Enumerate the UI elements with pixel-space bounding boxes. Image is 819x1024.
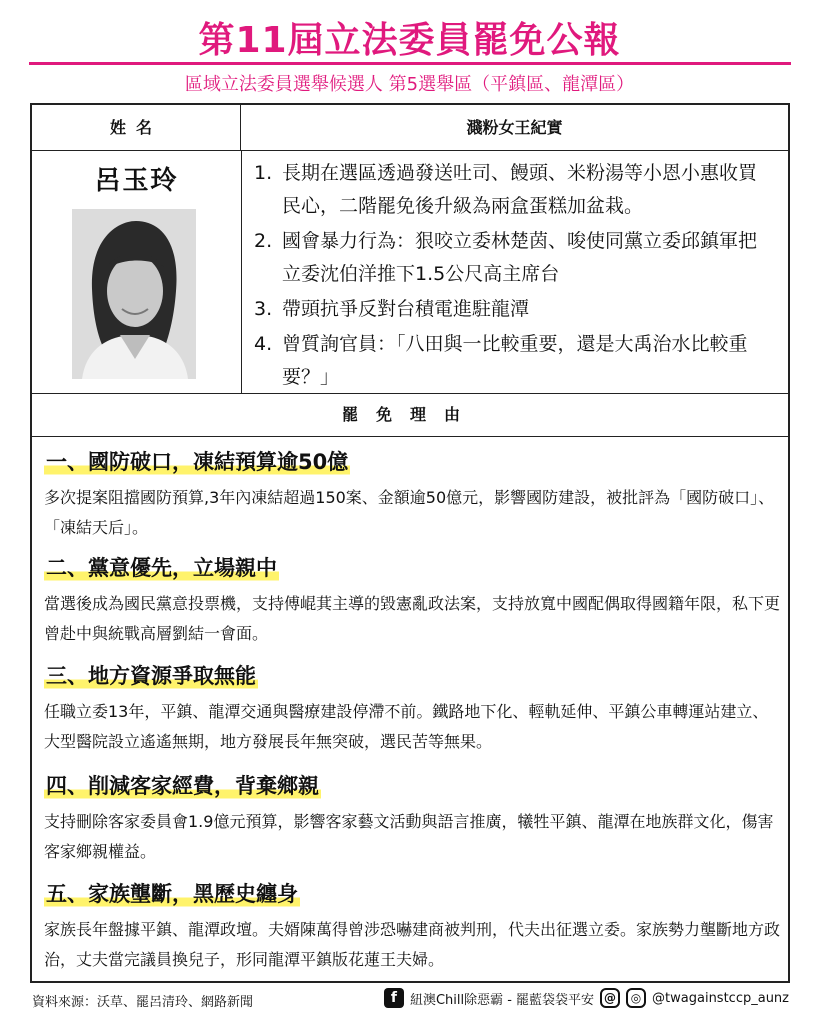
table-divider	[32, 150, 788, 151]
reason-section	[44, 771, 780, 867]
reason-body: 家族長年盤據平鎮、龍潭政壇。夫婿陳萬得曾涉恐嚇建商被判刑，代夫出征選立委。家族勢力壟斷地方政治，丈夫當完議員換兒子，形同龍潭平鎮版花蓮王夫婦。	[44, 920, 781, 969]
threads-icon: @	[600, 988, 620, 1008]
table-divider	[32, 436, 788, 437]
reason-body: 多次提案阻擋國防預算,3年內凍結超過150案、金額逾50億元，影響國防建設，被批評為「國防破口」、「凍結天后」。	[44, 488, 775, 537]
page-subtitle: 區域立法委員選舉候選人 第5選舉區（平鎮區、龍潭區）	[184, 74, 635, 95]
name-column-header: 姓名	[32, 105, 241, 150]
list-item: 3. 帶頭抗爭反對台積電進駐龍潭	[254, 298, 530, 320]
reason-section	[44, 553, 780, 649]
social-credits	[384, 988, 789, 1008]
candidate-name: 呂玉玲	[94, 166, 179, 196]
record-text: 長期在選區透過發送吐司、饅頭、米粉湯等小恩小惠收買民心，二階罷免後升級為兩盒蛋糕加盆栽。	[282, 162, 758, 217]
record-text: 帶頭抗爭反對台積電進駐龍潭	[282, 298, 530, 320]
reason-title: 三、地方資源爭取無能	[44, 661, 258, 691]
reasons-header: 罷免理由	[341, 405, 478, 424]
reason-title: 五、家族壟斷，黑歷史纏身	[44, 879, 300, 909]
reason-section	[44, 879, 780, 975]
social-handle: @twagainstccp_aunz	[652, 990, 789, 1006]
reason-body: 任職立委13年，平鎮、龍潭交通與醫療建設停滯不前。鐵路地下化、輕軌延伸、平鎮公車轉運站建立、大型醫院設立遙遙無期，地方發展長年無突破，選民苦等無果。	[44, 702, 769, 751]
record-text: 曾質詢官員：「八田與一比較重要，還是大禹治水比較重要？」	[282, 333, 748, 388]
reason-title: 二、黨意優先，立場親中	[44, 553, 279, 583]
reason-body: 支持刪除客家委員會1.9億元預算，影響客家藝文活動與語言推廣，犧牲平鎮、龍潭在地族群文化，傷害客家鄉親權益。	[44, 812, 774, 861]
reason-section	[44, 661, 780, 757]
list-item: 4. 曾質詢官員：「八田與一比較重要，還是大禹治水比較重要？」	[254, 333, 748, 388]
record-list	[254, 157, 774, 396]
portrait-image	[72, 209, 196, 379]
reason-title: 四、削減客家經費，背棄鄉親	[44, 771, 321, 801]
list-item: 1. 長期在選區透過發送吐司、饅頭、米粉湯等小恩小惠收買民心，二階罷免後升級為兩盒蛋糕加盆栽。	[254, 162, 758, 217]
reason-section	[44, 447, 780, 543]
source-note: 資料來源：沃草、罷呂清玲、網路新聞	[32, 995, 254, 1010]
title-divider	[29, 62, 791, 65]
record-text: 國會暴力行為：狠咬立委林楚茵、唆使同黨立委邱鎮軍把立委沈伯洋推下1.5公尺高主席台	[282, 230, 758, 285]
facebook-page-name: 紐澳Chill除惡霸 - 罷藍袋袋平安	[409, 992, 595, 1008]
column-divider	[241, 150, 242, 393]
candidate-table	[30, 103, 790, 983]
reason-title: 一、國防破口，凍結預算逾50億	[44, 447, 350, 477]
instagram-icon: ◎	[626, 988, 646, 1008]
list-item: 2. 國會暴力行為：狠咬立委林楚茵、唆使同黨立委邱鎮軍把立委沈伯洋推下1.5公尺高主席台	[254, 230, 758, 285]
page-title: 第11屆立法委員罷免公報	[198, 20, 621, 61]
facebook-icon: f	[384, 988, 404, 1008]
reason-body: 當選後成為國民黨意投票機，支持傅崐萁主導的毀憲亂政法案，支持放寬中國配偶取得國籍年限，私下更曾赴中與統戰高層劉結一會面。	[44, 594, 781, 643]
candidate-photo	[72, 209, 196, 379]
record-column-header: 濺粉女王紀實	[466, 118, 563, 137]
